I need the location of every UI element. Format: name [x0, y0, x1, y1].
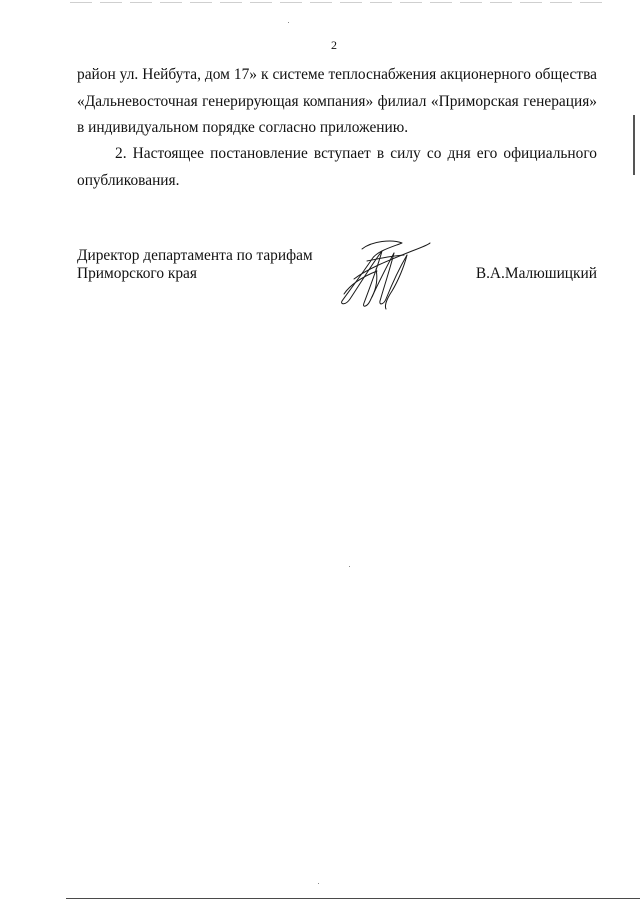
scan-edge-bottom: [66, 898, 640, 899]
scan-edge-right: [633, 115, 635, 175]
signature-block: [77, 247, 597, 337]
scan-edge-top: [70, 2, 610, 3]
paragraph-1-line: в индивидуальном порядке согласно приложению.: [77, 119, 409, 136]
paragraph-1-line: «Дальневосточная генерирующая компания» филиал «Приморская генерация»: [77, 92, 597, 110]
paragraph-2: [77, 141, 597, 194]
paragraph-1: [77, 62, 597, 142]
handwritten-signature-icon: [332, 239, 432, 314]
signatory-name: В.А.Малюшицкий: [475, 265, 597, 282]
paragraph-1-line: район ул. Нейбута, дом 17» к системе теплоснабжения акционерного общества: [77, 66, 597, 83]
page-number: 2: [331, 38, 337, 52]
signatory-title-line: Директор департамента по тарифам: [77, 247, 313, 264]
scan-speck: [349, 566, 350, 567]
scan-speck: [318, 883, 319, 884]
scan-speck: [288, 22, 289, 23]
paragraph-2-line: 2. Настоящее постановление вступает в силу со дня его официального: [115, 145, 597, 162]
signatory-title-line: Приморского края: [77, 265, 197, 282]
paragraph-2-line: опубликования.: [77, 171, 180, 189]
signatory-title: [77, 247, 313, 283]
